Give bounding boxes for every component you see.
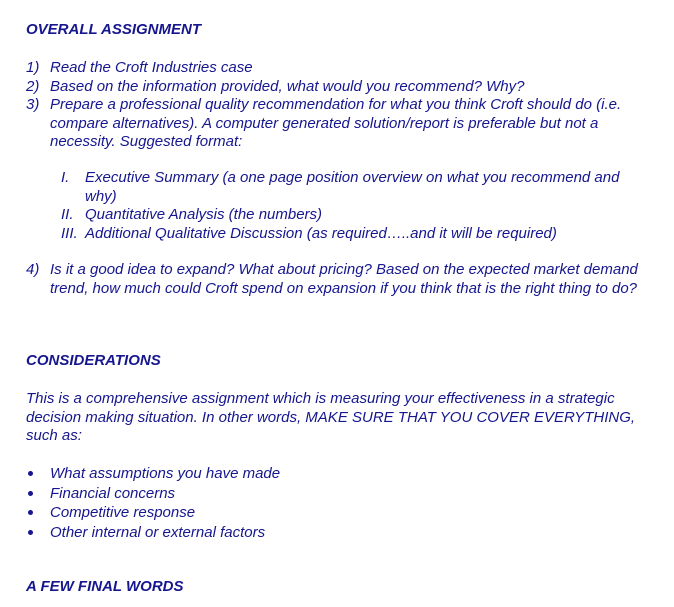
bullet-icon <box>26 464 50 484</box>
format-text: Executive Summary (a one page position overview on what you recommend and why) <box>85 169 620 205</box>
bullet-item <box>26 464 626 484</box>
format-item <box>61 206 641 225</box>
step-text: Prepare a professional quality recommendation for what you think Croft should do (i.e. compare alternatives). A computer generated solution/report is preferable but not a necessity. Suggested format: <box>50 96 622 150</box>
format-item <box>61 225 641 244</box>
format-numeral: III. <box>61 224 78 242</box>
step-text: Read the Croft Industries case <box>50 59 253 76</box>
assignment-step <box>26 78 646 97</box>
assignment-step <box>26 59 646 78</box>
considerations-paragraph: This is a comprehensive assignment which is measuring your effectiveness in a strategic decision making situation. In other words, MAKE SURE THAT YOU COVER EVERYTHING, such as: <box>26 390 636 444</box>
assignment-steps-list <box>26 59 646 152</box>
step-number: 3) <box>26 96 40 113</box>
step-text: Based on the information provided, what would you recommend? Why? <box>50 77 525 95</box>
format-numeral: II. <box>61 206 74 223</box>
format-numeral: I. <box>61 169 70 186</box>
bullet-icon <box>26 484 50 504</box>
bullet-text: What assumptions you have made <box>50 465 281 482</box>
overall-assignment-heading: OVERALL ASSIGNMENT <box>26 21 202 38</box>
bullet-item <box>26 503 626 523</box>
assignment-step <box>26 96 646 152</box>
considerations-bullet-list <box>26 464 626 542</box>
format-text: Additional Qualitative Discussion (as required…..and it will be required) <box>85 224 557 242</box>
format-item <box>61 169 641 206</box>
step-text: Is it a good idea to expand? What about pricing? Based on the expected market demand trend, how much could Croft spend on expansion if you think that is the right thing to do? <box>50 261 638 297</box>
assignment-step <box>26 261 646 298</box>
format-text: Quantitative Analysis (the numbers) <box>85 206 323 223</box>
final-words-heading: A FEW FINAL WORDS <box>26 578 184 595</box>
bullet-text: Competitive response <box>50 504 196 521</box>
considerations-heading: CONSIDERATIONS <box>26 352 161 369</box>
bullet-icon <box>26 503 50 523</box>
step-number: 1) <box>26 59 40 76</box>
bullet-item <box>26 484 626 504</box>
bullet-text: Financial concerns <box>50 484 176 502</box>
bullet-icon <box>26 523 50 543</box>
bullet-item <box>26 523 626 543</box>
suggested-format-list <box>61 169 641 243</box>
bullet-text: Other internal or external factors <box>50 523 266 541</box>
step-number: 4) <box>26 261 40 278</box>
step-number: 2) <box>26 77 40 95</box>
